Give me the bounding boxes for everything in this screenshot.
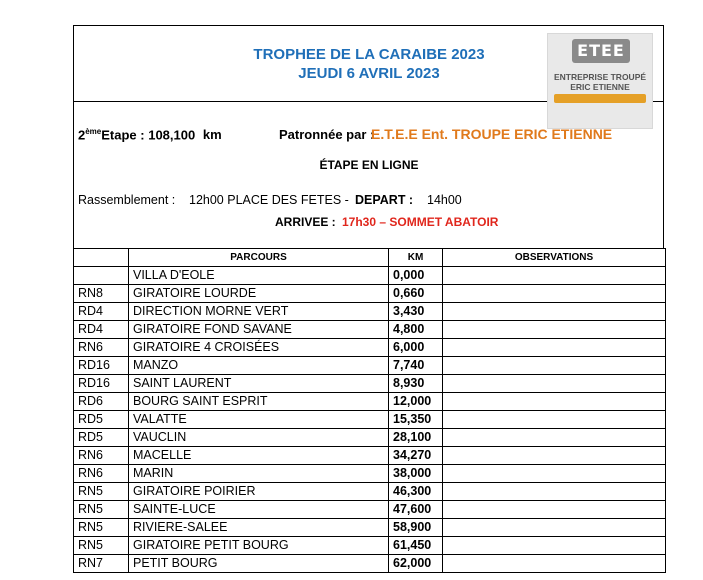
place-cell: VAUCLIN [129, 429, 389, 447]
km-cell: 46,300 [389, 483, 443, 501]
road-cell: RD5 [74, 411, 129, 429]
road-cell [74, 267, 129, 285]
arrivee-value: 17h30 – SOMMET ABATOIR [342, 215, 499, 229]
road-cell: RN5 [74, 519, 129, 537]
depart-label: DEPART : [355, 193, 414, 207]
table-row [74, 465, 666, 483]
sponsor-name: E.T.E.E Ent. TROUPE ERIC ETIENNE [371, 126, 613, 142]
observation-cell [443, 267, 666, 285]
place-cell: BOURG SAINT ESPRIT [129, 393, 389, 411]
sponsor-label: Patronnée par : [279, 127, 375, 142]
table-row [74, 411, 666, 429]
table-row [74, 429, 666, 447]
table-row [74, 357, 666, 375]
observation-cell [443, 555, 666, 573]
km-cell: 47,600 [389, 501, 443, 519]
stage-type: ÉTAPE EN LIGNE [319, 158, 419, 172]
document-title: TROPHEE DE LA CARAIBE 2023 [253, 46, 485, 63]
place-cell: VILLA D'EOLE [129, 267, 389, 285]
km-cell: 3,430 [389, 303, 443, 321]
logo-line2: ERIC ETIENNE [570, 82, 630, 92]
rassemblement-label: Rassemblement : [78, 193, 176, 207]
km-cell: 0,000 [389, 267, 443, 285]
table-row [74, 483, 666, 501]
place-cell: DIRECTION MORNE VERT [129, 303, 389, 321]
arrivee-label: ARRIVEE : [275, 215, 336, 229]
place-cell: VALATTE [129, 411, 389, 429]
observation-cell [443, 321, 666, 339]
table-row [74, 519, 666, 537]
header-road [74, 249, 129, 267]
observation-cell [443, 303, 666, 321]
place-cell: GIRATOIRE LOURDE [129, 285, 389, 303]
table-row [74, 303, 666, 321]
km-cell: 7,740 [389, 357, 443, 375]
km-cell: 28,100 [389, 429, 443, 447]
observation-cell [443, 339, 666, 357]
road-cell: RD6 [74, 393, 129, 411]
stage-number: 2 [78, 127, 86, 143]
observation-cell [443, 357, 666, 375]
table-row [74, 267, 666, 285]
observation-cell [443, 465, 666, 483]
place-cell: GIRATOIRE 4 CROISÉES [129, 339, 389, 357]
header-parcours: PARCOURS [129, 249, 389, 267]
stage-unit: km [202, 127, 222, 143]
observation-cell [443, 411, 666, 429]
road-cell: RN8 [74, 285, 129, 303]
road-cell: RD4 [74, 303, 129, 321]
observation-cell [443, 537, 666, 555]
stage-km: 108,100 [148, 127, 196, 143]
table-row [74, 447, 666, 465]
place-cell: SAINTE-LUCE [129, 501, 389, 519]
road-cell: RD16 [74, 357, 129, 375]
road-cell: RN7 [74, 555, 129, 573]
km-cell: 4,800 [389, 321, 443, 339]
km-cell: 12,000 [389, 393, 443, 411]
road-cell: RN5 [74, 483, 129, 501]
road-cell: RN6 [74, 447, 129, 465]
km-cell: 58,900 [389, 519, 443, 537]
km-cell: 6,000 [389, 339, 443, 357]
km-cell: 62,000 [389, 555, 443, 573]
observation-cell [443, 393, 666, 411]
table-row [74, 501, 666, 519]
table-row [74, 339, 666, 357]
table-row [74, 393, 666, 411]
road-cell: RN5 [74, 501, 129, 519]
document-date: JEUDI 6 AVRIL 2023 [298, 65, 440, 82]
table-row [74, 555, 666, 573]
rassemblement-value: 12h00 PLACE DES FETES - [189, 193, 349, 207]
km-cell: 34,270 [389, 447, 443, 465]
depart-value: 14h00 [427, 193, 462, 207]
table-header-row [74, 249, 666, 267]
km-cell: 38,000 [389, 465, 443, 483]
km-cell: 15,350 [389, 411, 443, 429]
header-observations: OBSERVATIONS [443, 249, 666, 267]
km-cell: 61,450 [389, 537, 443, 555]
place-cell: SAINT LAURENT [129, 375, 389, 393]
observation-cell [443, 285, 666, 303]
logo-mark: ETEE [572, 39, 630, 63]
place-cell: RIVIERE-SALEE [129, 519, 389, 537]
observation-cell [443, 429, 666, 447]
km-cell: 0,660 [389, 285, 443, 303]
table-row [74, 285, 666, 303]
header-km: KM [389, 249, 443, 267]
stage-distance [78, 127, 222, 142]
road-cell: RD16 [74, 375, 129, 393]
table-row [74, 537, 666, 555]
place-cell: GIRATOIRE POIRIER [129, 483, 389, 501]
observation-cell [443, 519, 666, 537]
observation-cell [443, 447, 666, 465]
road-cell: RN6 [74, 465, 129, 483]
place-cell: MANZO [129, 357, 389, 375]
place-cell: PETIT BOURG [129, 555, 389, 573]
stage-number-suffix: ème [85, 127, 102, 136]
place-cell: MACELLE [129, 447, 389, 465]
route-table [73, 248, 666, 573]
km-cell: 8,930 [389, 375, 443, 393]
observation-cell [443, 501, 666, 519]
observation-cell [443, 483, 666, 501]
logo-line1: ENTREPRISE TROUPÉ [553, 72, 647, 82]
place-cell: MARIN [129, 465, 389, 483]
table-row [74, 321, 666, 339]
road-cell: RN6 [74, 339, 129, 357]
road-cell: RD5 [74, 429, 129, 447]
road-cell: RN5 [74, 537, 129, 555]
place-cell: GIRATOIRE PETIT BOURG [129, 537, 389, 555]
table-row [74, 375, 666, 393]
observation-cell [443, 375, 666, 393]
stage-label: Etape : [101, 127, 145, 143]
place-cell: GIRATOIRE FOND SAVANE [129, 321, 389, 339]
road-cell: RD4 [74, 321, 129, 339]
stage-info [73, 102, 664, 248]
